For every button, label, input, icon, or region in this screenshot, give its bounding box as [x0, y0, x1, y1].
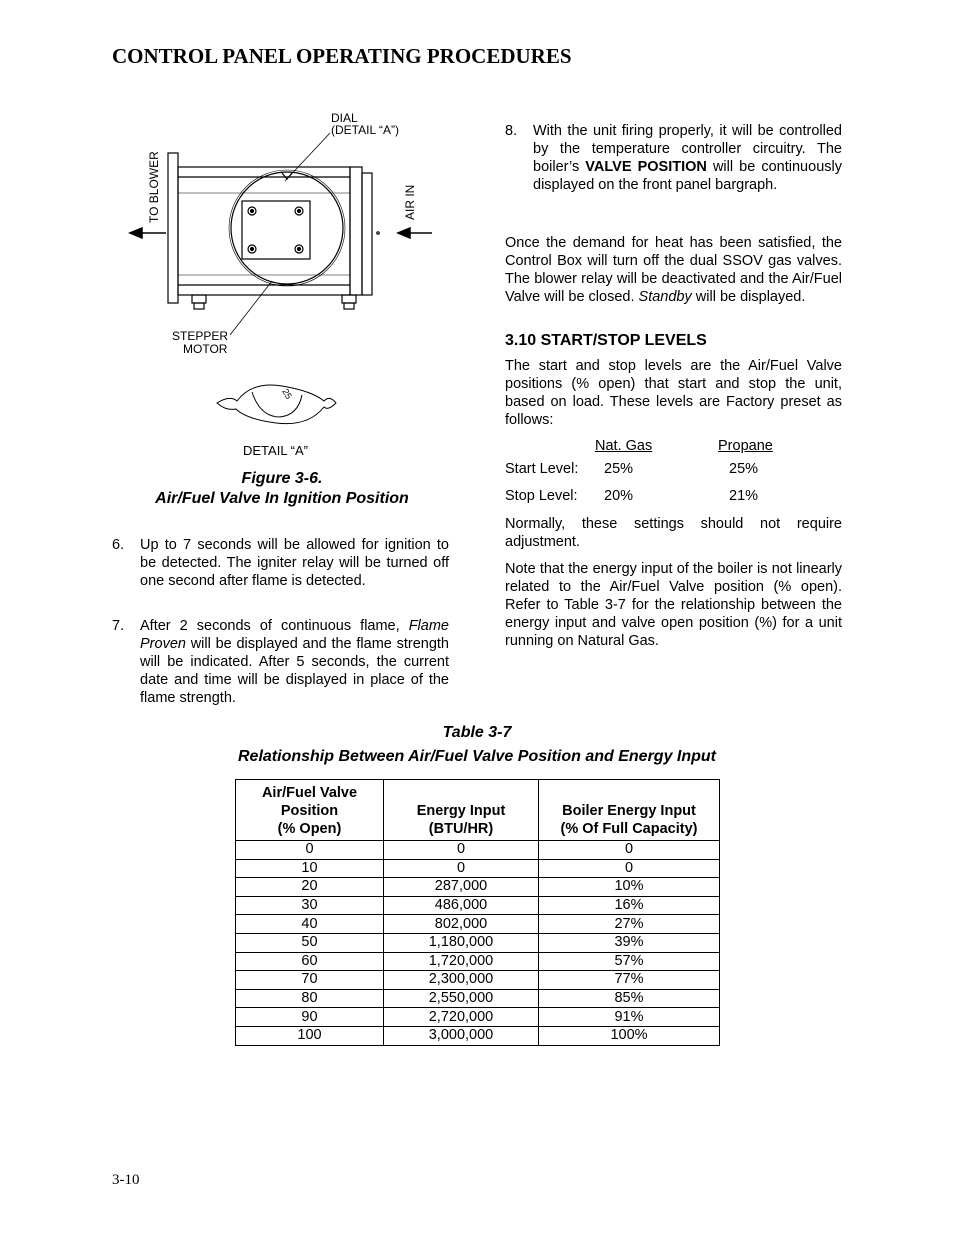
table-cell: 27% — [539, 915, 720, 934]
stop-level-propane: 21% — [729, 488, 759, 504]
list-item — [112, 617, 449, 707]
motor-label: MOTOR — [183, 342, 228, 356]
stepper-label: STEPPER — [172, 329, 229, 343]
valve-energy-table — [235, 779, 720, 1046]
table-cell: 10% — [539, 878, 720, 897]
column-header: Energy Input (BTU/HR) — [384, 780, 539, 841]
air-fuel-valve-figure — [112, 105, 452, 465]
col-natgas-header: Nat. Gas — [595, 438, 653, 454]
figure-caption-title: Air/Fuel Valve In Ignition Position — [155, 490, 409, 507]
table-cell: 90 — [236, 1008, 384, 1027]
table-cell: 3,000,000 — [384, 1026, 539, 1045]
list-item-text: Up to 7 seconds will be allowed for ignition to be detected. The igniter relay will be turned off one second after flame is detected. — [140, 537, 449, 589]
table-caption-title: Relationship Between Air/Fuel Valve Position and Energy Input — [238, 748, 716, 765]
table-cell: 0 — [384, 841, 539, 860]
table-cell: 1,180,000 — [384, 933, 539, 952]
table-cell: 30 — [236, 896, 384, 915]
right-flange — [350, 167, 362, 295]
table-cell: 2,300,000 — [384, 971, 539, 990]
to-blower-label: TO BLOWER — [147, 151, 161, 223]
list-item-number: 8. — [505, 123, 518, 139]
list-item-number: 6. — [112, 537, 125, 553]
dial-label: DIAL — [331, 111, 358, 125]
table-cell: 50 — [236, 933, 384, 952]
list-item — [505, 122, 842, 194]
table-row — [236, 933, 720, 952]
list-item-text: After 2 seconds of continuous flame, Flame Proven will be displayed and the flame strength will be indicated. After 5 seconds, the current date and time will be displayed in place of the flame strength. — [140, 618, 449, 706]
list-item-number: 7. — [112, 618, 125, 634]
section-heading: 3.10 START/STOP LEVELS — [505, 332, 707, 349]
page-title: CONTROL PANEL OPERATING PROCEDURES — [112, 44, 572, 68]
list-item — [112, 536, 449, 590]
detail-a-drawing — [217, 385, 336, 424]
paragraph: Normally, these settings should not require adjustment. — [505, 516, 842, 550]
table-cell: 39% — [539, 933, 720, 952]
table-cell: 100 — [236, 1026, 384, 1045]
paragraph: Note that the energy input of the boiler is not linearly related to the Air/Fuel Valve position (% open). Refer to Table 3-7 for the relationship between the energy input and valve open position (%) for a unit running on Natural Gas. — [505, 561, 842, 649]
table-cell: 0 — [539, 841, 720, 860]
figure-caption-number: Figure 3-6. — [241, 470, 323, 487]
table-row — [236, 896, 720, 915]
start-level-propane: 25% — [729, 461, 759, 477]
table-cell: 0 — [236, 841, 384, 860]
left-flange — [168, 153, 178, 303]
table-cell: 70 — [236, 971, 384, 990]
table-cell: 10 — [236, 859, 384, 878]
detail-a-label: DETAIL “A” — [243, 443, 309, 458]
table-cell: 0 — [384, 859, 539, 878]
table-row — [236, 915, 720, 934]
air-in-label: AIR IN — [403, 184, 417, 220]
col-propane-header: Propane — [718, 438, 773, 454]
paragraph: The start and stop levels are the Air/Fuel Valve positions (% open) that start and stop the unit, based on load. These levels are Factory preset as follows: — [505, 358, 842, 428]
table-row — [236, 859, 720, 878]
table-row — [236, 1026, 720, 1045]
table-cell: 0 — [539, 859, 720, 878]
column-header: Air/Fuel Valve Position (% Open) — [236, 780, 384, 841]
paragraph: Once the demand for heat has been satisfied, the Control Box will turn off the dual SSOV gas valves. The blower relay will be deactivated and the Air/Fuel Valve will be closed. Standby will be displayed. — [505, 235, 842, 305]
table-row — [236, 1008, 720, 1027]
table-row — [236, 989, 720, 1008]
table-row — [236, 878, 720, 897]
table-cell: 80 — [236, 989, 384, 1008]
stop-level-natgas: 20% — [604, 488, 634, 504]
table-cell: 60 — [236, 952, 384, 971]
table-cell: 2,550,000 — [384, 989, 539, 1008]
table-cell: 20 — [236, 878, 384, 897]
table-cell: 16% — [539, 896, 720, 915]
table-cell: 287,000 — [384, 878, 539, 897]
table-cell: 2,720,000 — [384, 1008, 539, 1027]
table-header-row — [236, 780, 720, 841]
table-row — [236, 952, 720, 971]
start-level-natgas: 25% — [604, 461, 634, 477]
dial-mark: 25 — [280, 387, 294, 401]
page-number: 3-10 — [112, 1172, 140, 1188]
stop-level-label: Stop Level: — [505, 488, 578, 504]
table-row — [236, 971, 720, 990]
dial-detail-label: (DETAIL “A”) — [331, 123, 399, 137]
table-cell: 77% — [539, 971, 720, 990]
dial-housing — [231, 172, 343, 284]
table-cell: 40 — [236, 915, 384, 934]
table-caption-number: Table 3-7 — [442, 724, 512, 741]
table-cell: 486,000 — [384, 896, 539, 915]
table-cell: 57% — [539, 952, 720, 971]
column-header: Boiler Energy Input (% Of Full Capacity) — [539, 780, 720, 841]
table-cell: 802,000 — [384, 915, 539, 934]
table-row — [236, 841, 720, 860]
start-level-label: Start Level: — [505, 461, 579, 477]
figure-caption — [112, 469, 452, 509]
table-cell: 85% — [539, 989, 720, 1008]
table-cell: 100% — [539, 1026, 720, 1045]
table-cell: 91% — [539, 1008, 720, 1027]
list-item-text: With the unit firing properly, it will be controlled by the temperature controller circuitry. The boiler’s VALVE POSITION will be continuously displayed on the front panel bargraph. — [533, 123, 842, 193]
table-cell: 1,720,000 — [384, 952, 539, 971]
